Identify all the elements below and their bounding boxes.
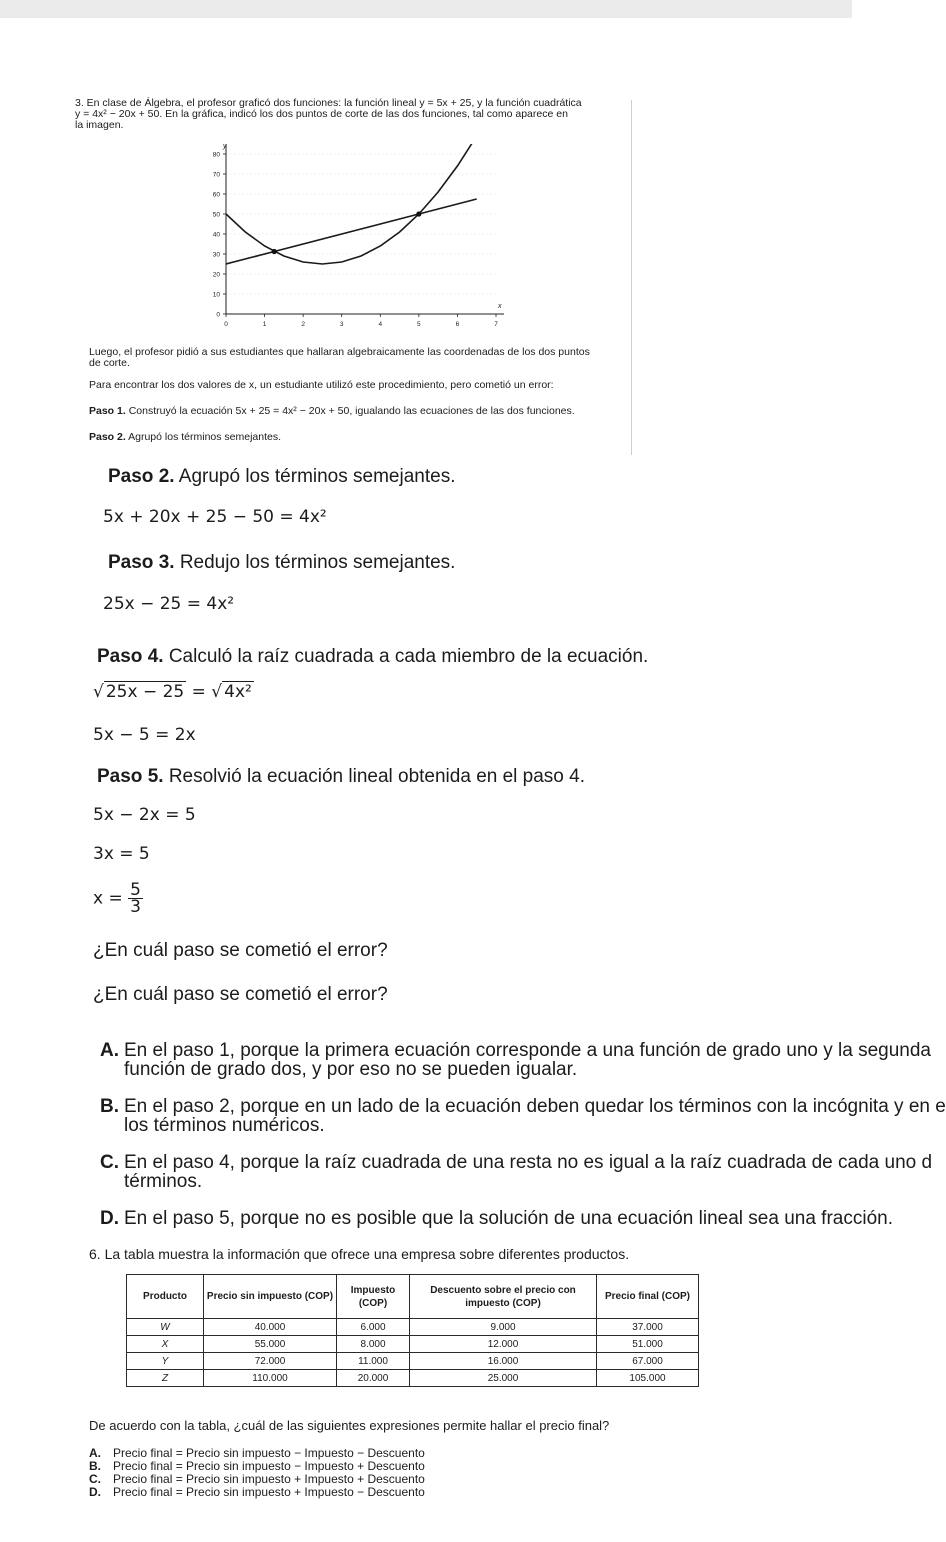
products-table bbox=[126, 1274, 699, 1387]
x-tick-label: 3 bbox=[339, 321, 344, 328]
equation-step5b: 3x = 5 bbox=[93, 844, 150, 864]
question-error-1: ¿En cuál paso se cometió el error? bbox=[93, 940, 388, 961]
step5-heading bbox=[97, 766, 585, 788]
fraction-numerator: 5 bbox=[130, 880, 141, 900]
y-tick-label: 40 bbox=[212, 231, 220, 239]
paso1-text: Construyó la ecuación 5x + 25 = 4x² − 20x + 50, igualando las ecuaciones de las dos funciones. bbox=[128, 405, 575, 417]
option-c-line2: términos. bbox=[124, 1171, 203, 1192]
cell: 37.000 bbox=[597, 1319, 699, 1336]
header-precio-sin-impuesto: Precio sin impuesto (COP) bbox=[204, 1275, 337, 1319]
table-row bbox=[127, 1319, 699, 1336]
q3-line1: 3. En clase de Álgebra, el profesor graficó dos funciones: la función lineal y = 5x + 25, y la función cuadrática bbox=[75, 97, 582, 109]
cell: 6.000 bbox=[337, 1319, 410, 1336]
cell: 16.000 bbox=[410, 1353, 597, 1370]
step3-text: Redujo los términos semejantes. bbox=[179, 552, 456, 573]
x-tick-label: 6 bbox=[455, 321, 460, 328]
option-letter: C. bbox=[89, 1472, 101, 1486]
step5-label: Paso 5. bbox=[97, 766, 164, 787]
cell: 40.000 bbox=[204, 1319, 337, 1336]
cell: 105.000 bbox=[597, 1370, 699, 1387]
step4-heading bbox=[97, 646, 648, 668]
q6-option-d-text: Precio final = Precio sin impuesto + Impuesto − Descuento bbox=[113, 1485, 425, 1499]
x-tick-label: 4 bbox=[378, 321, 383, 328]
option-letter: C. bbox=[100, 1152, 119, 1173]
q6-option-d[interactable] bbox=[89, 1486, 425, 1499]
top-bar bbox=[0, 0, 852, 18]
header-descuento: Descuento sobre el precio con impuesto (COP) bbox=[410, 1275, 597, 1319]
cell: 11.000 bbox=[337, 1353, 410, 1370]
x-axis-label: x bbox=[498, 303, 502, 310]
q6-intro: 6. La tabla muestra la información que ofrece una empresa sobre diferentes productos. bbox=[89, 1246, 630, 1262]
option-letter: A. bbox=[100, 1040, 119, 1061]
x-tick-label: 2 bbox=[301, 321, 305, 328]
table-row bbox=[127, 1336, 699, 1353]
y-tick-label: 80 bbox=[212, 151, 220, 159]
option-b-line2: los términos numéricos. bbox=[124, 1115, 325, 1136]
function-chart bbox=[196, 140, 516, 330]
table-header-row bbox=[127, 1275, 699, 1319]
table-row bbox=[127, 1370, 699, 1387]
option-d[interactable] bbox=[100, 1208, 893, 1230]
cell: X bbox=[127, 1336, 204, 1353]
q3-paso1 bbox=[89, 405, 575, 417]
q3-line2: y = 4x² − 20x + 50. En la gráfica, indicó los dos puntos de corte de las dos funciones, tal como aparece en bbox=[75, 108, 568, 120]
chart-series bbox=[226, 136, 477, 264]
y-tick-label: 50 bbox=[212, 211, 220, 219]
table-row bbox=[127, 1353, 699, 1370]
cell: Z bbox=[127, 1370, 204, 1387]
cell: 51.000 bbox=[597, 1336, 699, 1353]
q6-option-a-text: Precio final = Precio sin impuesto − Impuesto − Descuento bbox=[113, 1446, 425, 1460]
option-d-line1: En el paso 5, porque no es posible que la solución de una ecuación lineal sea una fracción. bbox=[124, 1208, 893, 1229]
x-tick-label: 1 bbox=[262, 321, 267, 328]
cell: 9.000 bbox=[410, 1319, 597, 1336]
step5-text: Resolvió la ecuación lineal obtenida en el paso 4. bbox=[168, 766, 586, 787]
q6-question: De acuerdo con la tabla, ¿cuál de las siguientes expresiones permite hallar el precio final? bbox=[89, 1418, 610, 1433]
option-a-line2: función de grado dos, y por eso no se pueden igualar. bbox=[124, 1059, 578, 1080]
header-impuesto: Impuesto (COP) bbox=[337, 1275, 410, 1319]
y-tick-label: 0 bbox=[216, 311, 220, 319]
option-a-line1: En el paso 1, porque la primera ecuación corresponde a una función de grado uno y la segunda bbox=[124, 1040, 931, 1061]
cell: W bbox=[127, 1319, 204, 1336]
cell: Y bbox=[127, 1353, 204, 1370]
cell: 25.000 bbox=[410, 1370, 597, 1387]
x-equals: x = bbox=[93, 888, 123, 909]
step4-label: Paso 4. bbox=[97, 646, 164, 667]
q3-after-line1: Luego, el profesor pidió a sus estudiantes que hallaran algebraicamente las coordenadas de los dos puntos bbox=[89, 346, 590, 358]
cell: 110.000 bbox=[204, 1370, 337, 1387]
cell: 67.000 bbox=[597, 1353, 699, 1370]
cell: 12.000 bbox=[410, 1336, 597, 1353]
fraction-5-3 bbox=[128, 882, 143, 915]
y-tick-label: 20 bbox=[212, 271, 220, 279]
option-c-line1: En el paso 4, porque la raíz cuadrada de una resta no es igual a la raíz cuadrada de cada uno d bbox=[124, 1152, 933, 1173]
cell: 72.000 bbox=[204, 1353, 337, 1370]
option-letter: D. bbox=[89, 1485, 101, 1499]
step2-heading bbox=[108, 466, 455, 488]
step3-label: Paso 3. bbox=[108, 552, 175, 573]
option-letter: B. bbox=[100, 1096, 119, 1117]
paso2-label: Paso 2. bbox=[89, 431, 126, 443]
equation-step5a: 5x − 2x = 5 bbox=[93, 805, 196, 825]
equation-step2: 5x + 20x + 25 − 50 = 4x² bbox=[103, 507, 327, 527]
intersection-point bbox=[416, 211, 421, 216]
q6-option-b-text: Precio final = Precio sin impuesto − Impuesto + Descuento bbox=[113, 1459, 425, 1473]
option-letter: D. bbox=[100, 1208, 119, 1229]
option-letter: A. bbox=[89, 1446, 101, 1460]
option-b-line1: En el paso 2, porque en un lado de la ecuación deben quedar los términos con la incógnita y en e bbox=[124, 1096, 946, 1117]
intersection-point bbox=[272, 249, 277, 254]
x-tick-label: 7 bbox=[494, 321, 498, 328]
q3-paso2 bbox=[89, 431, 281, 443]
header-producto: Producto bbox=[127, 1275, 204, 1319]
sqrt-left-radicand: 25x − 25 bbox=[105, 682, 185, 702]
paso1-label: Paso 1. bbox=[89, 405, 126, 417]
equation-step4-result: 5x − 5 = 2x bbox=[93, 725, 196, 745]
x-tick-label: 0 bbox=[224, 321, 228, 328]
y-tick-label: 30 bbox=[212, 251, 220, 259]
sqrt-symbol: √ bbox=[211, 682, 223, 702]
y-axis-label: y bbox=[223, 143, 227, 150]
header-precio-final: Precio final (COP) bbox=[597, 1275, 699, 1319]
x-tick-label: 5 bbox=[417, 321, 421, 328]
quadratic-function-curve bbox=[226, 136, 477, 264]
step2-label: Paso 2. bbox=[108, 466, 175, 487]
equation-step4-roots: √ 25x − 25 = √ 4x² bbox=[93, 682, 252, 702]
sqrt-symbol: √ bbox=[93, 682, 104, 702]
cell: 55.000 bbox=[204, 1336, 337, 1353]
q3-procedure: Para encontrar los dos valores de x, un estudiante utilizó este procedimiento, pero cometió un error: bbox=[89, 379, 554, 391]
fraction-denominator: 3 bbox=[130, 897, 141, 917]
y-tick-label: 10 bbox=[212, 291, 220, 299]
y-tick-label: 70 bbox=[212, 171, 220, 179]
y-tick-label: 60 bbox=[212, 191, 220, 199]
cell: 20.000 bbox=[337, 1370, 410, 1387]
q6-option-c-text: Precio final = Precio sin impuesto + Impuesto + Descuento bbox=[113, 1472, 425, 1486]
step4-text: Calculó la raíz cuadrada a cada miembro de la ecuación. bbox=[168, 646, 649, 667]
option-letter: B. bbox=[89, 1459, 101, 1473]
q3-line3: la imagen. bbox=[75, 119, 124, 131]
scan-margin-line bbox=[631, 100, 632, 455]
q3-after-line2: de corte. bbox=[89, 357, 130, 369]
question-error-2: ¿En cuál paso se cometió el error? bbox=[93, 984, 388, 1005]
equation-step5c bbox=[93, 882, 143, 915]
option-c[interactable] bbox=[100, 1152, 932, 1174]
paso2-text: Agrupó los términos semejantes. bbox=[128, 431, 282, 443]
sqrt-right-radicand: 4x² bbox=[224, 682, 252, 702]
cell: 8.000 bbox=[337, 1336, 410, 1353]
equation-step3: 25x − 25 = 4x² bbox=[103, 594, 235, 614]
step2-text: Agrupó los términos semejantes. bbox=[178, 466, 456, 487]
step3-heading bbox=[108, 552, 455, 574]
